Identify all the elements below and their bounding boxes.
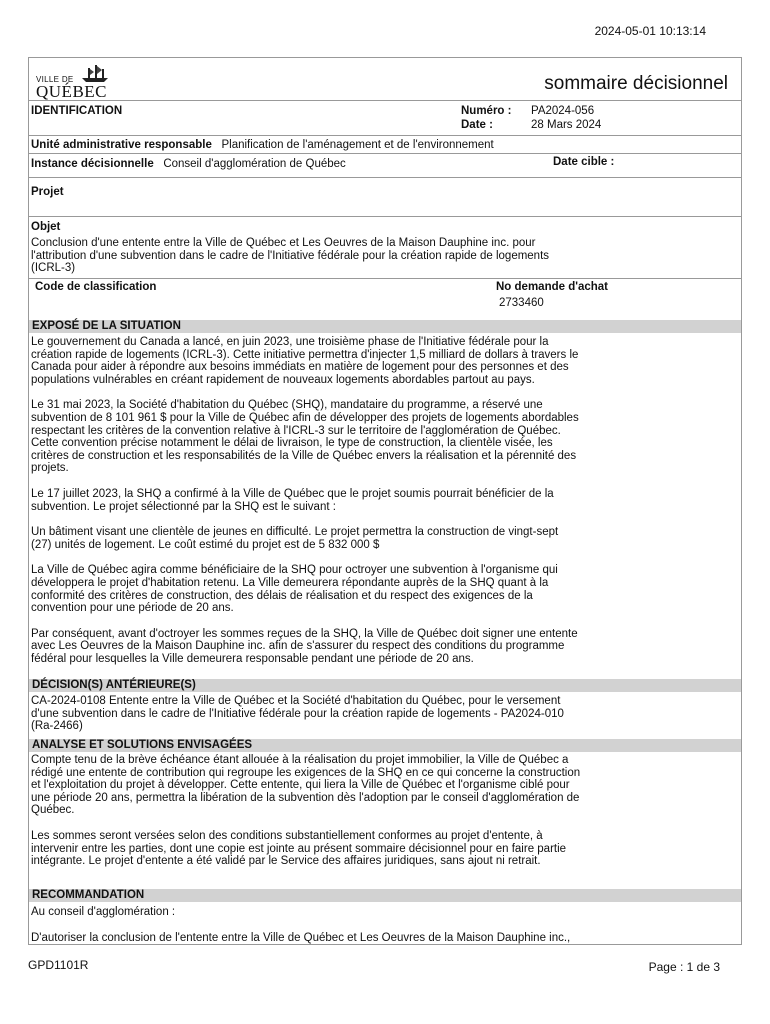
logo-line2: QUÉBEC: [36, 82, 107, 101]
decision-line: CA-2024-0108 Entente entre la Ville de Québec et la Société d'habitation du Québec, pour le versement: [31, 695, 561, 707]
no-demande-achat-value: 2733460: [499, 297, 544, 309]
objet-line: l'attribution d'une subvention dans le cadre de l'Initiative fédérale pour la création rapide de logements: [31, 249, 550, 262]
date-value: 28 Mars 2024: [531, 119, 602, 131]
divider: [28, 177, 742, 178]
identification-label: IDENTIFICATION: [31, 105, 123, 117]
instance-value: Conseil d'agglomération de Québec: [163, 158, 346, 170]
decisions-heading: DÉCISION(S) ANTÉRIEURE(S): [29, 679, 741, 692]
recommandation-heading: RECOMMANDATION: [29, 889, 741, 902]
unite-row: [31, 139, 494, 151]
divider: [28, 216, 742, 217]
date-cible-label: Date cible :: [553, 156, 615, 168]
divider: [28, 153, 742, 154]
divider: [28, 100, 742, 101]
expose-paragraph: Le 17 juillet 2023, la SHQ a confirmé à la Ville de Québec que le projet soumis pourrait bénéficier de la subvention. Le projet sélectionné par la SHQ est le suivant :: [31, 487, 554, 513]
expose-body: [31, 336, 731, 678]
decision-line: d'une subvention dans le cadre de l'Initiative fédérale pour la création rapide de logements - PA2024-010: [31, 707, 564, 720]
expose-paragraph: Par conséquent, avant d'octroyer les sommes reçues de la SHQ, la Ville de Québec doit signer une entente avec Les Oeuvres de la Maison Dauphine inc. afin de s'assurer du respect des conditions du programme fédéral pour lesquelles la Ville demeurera responsable pendant une période de 20 ans.: [31, 627, 578, 665]
recommandation-body: [31, 906, 731, 944]
objet-line: Conclusion d'une entente entre la Ville de Québec et Les Oeuvres de la Maison Dauphine inc. pour: [31, 237, 536, 249]
print-timestamp: 2024-05-01 10:13:14: [594, 24, 706, 38]
instance-row: [31, 158, 346, 170]
blank-line: [31, 919, 731, 932]
objet-line: (ICRL-3): [31, 262, 76, 275]
instance-label: Instance décisionnelle: [31, 158, 154, 170]
recommandation-line: D'autoriser la conclusion de l'entente entre la Ville de Québec et Les Oeuvres de la Maison Dauphine inc.,: [31, 931, 571, 944]
unite-value: Planification de l'aménagement et de l'environnement: [221, 139, 494, 151]
divider: [28, 135, 742, 136]
decision-line: (Ra-2466): [31, 720, 83, 733]
ville-de-quebec-logo: [36, 64, 114, 100]
projet-label: Projet: [31, 186, 64, 198]
recommandation-line: Au conseil d'agglomération :: [31, 906, 176, 918]
analyse-body: [31, 754, 731, 881]
decisions-body: [31, 695, 731, 733]
ship-emblem-icon: [80, 64, 110, 84]
numero-label: Numéro :: [461, 105, 512, 117]
objet-label: Objet: [31, 221, 61, 233]
expose-paragraph: Le gouvernement du Canada a lancé, en juin 2023, une troisième phase de l'Initiative fédérale pour la création rapide de logements (ICRL-3). Cette initiative permettra d'injecter 1,5 milliard de dollars à travers le Canada pour aider à répondre aux besoins immédiats en matière de logement pour des personnes et des populations vulnérables en créant rapidement de nouveaux logements abordables partout au pays.: [31, 336, 579, 386]
objet-text: [31, 237, 731, 275]
analyse-heading: ANALYSE ET SOLUTIONS ENVISAGÉES: [29, 739, 741, 752]
document-title: sommaire décisionnel: [544, 73, 728, 94]
form-code: GPD1101R: [28, 958, 89, 972]
unite-label: Unité administrative responsable: [31, 139, 212, 151]
code-classification-label: Code de classification: [35, 281, 157, 293]
expose-paragraph: Un bâtiment visant une clientèle de jeunes en difficulté. Le projet permettra la construction de vingt-sept (27) unités de logement. Le coût estimé du projet est de 5 832 000 $: [31, 526, 559, 551]
date-label: Date :: [461, 119, 493, 131]
expose-paragraph: Le 31 mai 2023, la Société d'habitation du Québec (SHQ), mandataire du programme, a réservé une subvention de 8 101 961 $ pour la Ville de Québec afin de développer des projets de logements abordables respectant les critères de la convention relative à l'ICRL-3 sur le territoire de l'agglomération de Québec. Cette convention précise notamment le délai de livraison, le type de construction, la clientèle visée, les critères de construction et les responsabilités de la Ville de Québec envers la réalisation et la pérennité des projets.: [31, 399, 579, 475]
analyse-paragraph: Compte tenu de la brève échéance étant allouée à la réalisation du projet immobilier, la Ville de Québec a rédigé une entente de contribution qui regroupe les exigences de la SHQ en ce qui concerne la construction et l'exploitation du projet à développer. Cette entente, qui liera la Ville de Québec et l'organisme ciblé pour une période 20 ans, permettra la libération de la subvention dès l'adoption par le conseil d'agglomération de Québec.: [31, 754, 581, 817]
expose-paragraph: La Ville de Québec agira comme bénéficiaire de la SHQ pour octroyer une subvention à l'organisme qui développera le projet d'habitation retenu. La Ville demeurera répondante auprès de la SHQ quant à la conformité des critères de construction, des délais de réalisation et du respect des exigences de la convention pour une période de 20 ans.: [31, 564, 558, 615]
no-demande-achat-label: No demande d'achat: [496, 281, 609, 293]
divider: [28, 278, 742, 279]
numero-value: PA2024-056: [531, 105, 595, 117]
expose-heading: EXPOSÉ DE LA SITUATION: [29, 320, 741, 333]
logo-line1: VILLE DE: [36, 75, 74, 84]
page-number: Page : 1 de 3: [648, 960, 720, 974]
analyse-paragraph: Les sommes seront versées selon des conditions substantiellement conformes au projet d'entente, à intervenir entre les parties, dont une copie est jointe au présent sommaire décisionnel pour en faire partie intégrante. Le projet d'entente a été validé par le Service des affaires juridiques, sans ajout ni retrait.: [31, 829, 567, 868]
